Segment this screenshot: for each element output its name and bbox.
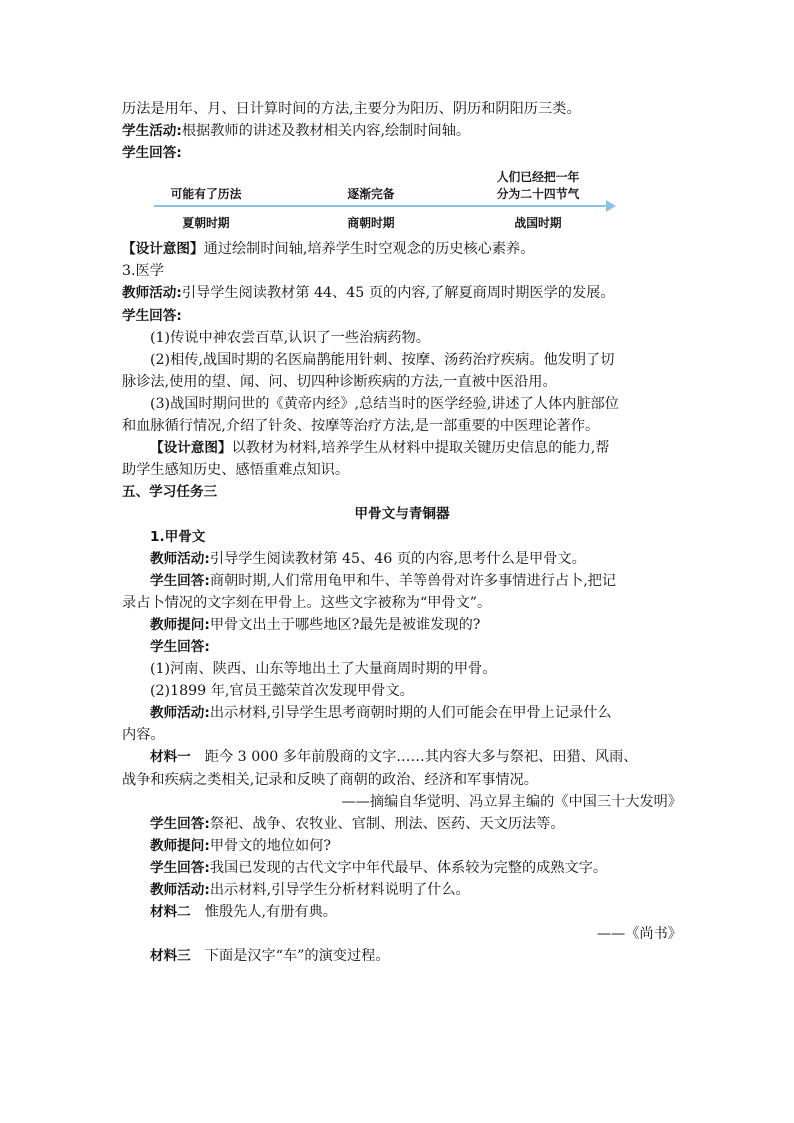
medicine-answer-2-line-2: 脉诊法,使用的望、闻、问、切四种诊断疾病的方法,一直被中医沿用。 [122, 373, 557, 390]
design-intent-text: 通过绘制时间轴,培养学生时空观念的历史核心素养。 [203, 241, 535, 258]
oracle-answer-1: (1)河南、陕西、山东等地出土了大量商周时期的甲骨。 [150, 661, 497, 678]
material-one-line-2: 战争和疾病之类相关,记录和反映了商朝的政治、经济和军事情况。 [122, 771, 538, 788]
timeline-event-zhanguo: 人们已经把一年 分为二十四节气 [496, 170, 580, 202]
timeline-event-shang: 逐渐完备 [347, 187, 395, 202]
teacher-question-text: 甲骨文的地位如何? [209, 837, 331, 854]
timeline-period-shang: 商朝时期 [347, 216, 395, 231]
oracle-student-answer-3 [122, 813, 682, 835]
medicine-heading: 3.医学 [122, 263, 164, 280]
student-answer-text: 祭祀、战争、农牧业、官制、刑法、医药、天文历法等。 [209, 815, 565, 832]
design-intent-label: 【设计意图】 [122, 241, 204, 258]
material-two-text: 惟殷先人,有册有典。 [204, 904, 337, 921]
oracle-teacher-activity-3 [122, 879, 682, 901]
teacher-activity-text: 引导学生阅读教材第 45、46 页的内容,思考什么是甲骨文。 [209, 550, 586, 567]
medicine-answer-2-line-1: (2)相传,战国时期的名医扁鹊能用针刺、按摩、汤药治疗疾病。他发明了切 [150, 351, 615, 368]
material-one-label: 材料一 [150, 749, 191, 766]
medicine-answer-3-line-1: (3)战国时期问世的《黄帝内经》,总结当时的医学经验,讲述了人体内脏部位 [150, 395, 619, 412]
student-answer-label-line [122, 142, 682, 164]
medicine-answer-3-line-2: 和血脉循行情况,介绍了针灸、按摩等治疗方法,是一部重要的中医理论著作。 [122, 418, 600, 435]
oracle-teacher-activity-2-line-2: 内容。 [122, 727, 165, 744]
timeline-axis [154, 205, 609, 207]
student-answer-text: 我国已发现的古代文字中年代最早、体系较为完整的成熟文字。 [209, 859, 608, 876]
calendar-timeline [122, 166, 682, 236]
teacher-question-text: 甲骨文出土于哪些地区?最先是被谁发现的? [209, 616, 481, 633]
teacher-question-label: 教师提问: [150, 616, 210, 633]
timeline-period-zhanguo: 战国时期 [514, 216, 562, 231]
oracle-answer-label-line [122, 636, 682, 658]
teacher-activity-label: 教师活动: [150, 882, 210, 898]
timeline-arrow-icon [606, 200, 616, 212]
student-activity-line [122, 120, 682, 142]
student-answer-label: 学生回答: [150, 572, 210, 589]
calendar-definition: 历法是用年、月、日计算时间的方法,主要分为阳历、阴历和阴阳历三类。 [122, 101, 581, 117]
oracle-student-answer-line-1 [122, 570, 682, 592]
student-answer-label: 学生回答: [150, 638, 210, 655]
timeline-period-xia: 夏朝时期 [182, 216, 230, 231]
oracle-student-answer-line-2: 录占卜情况的文字刻在甲骨上。这些文字被称为“甲骨文”。 [122, 594, 492, 611]
medicine-answer-label-line [122, 305, 682, 327]
teacher-activity-text: 出示材料,引导学生分析材料说明了什么。 [209, 882, 470, 898]
material-one-line-1 [122, 746, 682, 768]
design-intent-timeline [122, 238, 682, 260]
oracle-answer-2: (2)1899 年,官员王懿荣首次发现甲骨文。 [150, 683, 414, 700]
teacher-activity-label: 教师活动: [122, 285, 182, 302]
student-activity-label: 学生活动: [122, 123, 182, 140]
section-five-heading: 五、学习任务三 [122, 484, 218, 501]
oracle-teacher-activity-2-line-1 [122, 702, 682, 724]
medicine-design-intent-line-2: 助学生感知历史、感悟重难点知识。 [122, 462, 350, 479]
medicine-teacher-activity [122, 282, 682, 304]
teacher-activity-label: 教师活动: [150, 550, 210, 567]
medicine-answer-1: (1)传说中神农尝百草,认识了一些治病药物。 [150, 329, 430, 346]
teacher-activity-text: 引导学生阅读教材第 44、45 页的内容,了解夏商周时期医学的发展。 [181, 285, 615, 302]
design-intent-text: 以教材为材料,培养学生从材料中提取关键历史信息的能力,帮 [231, 440, 610, 457]
timeline-event-xia: 可能有了历法 [170, 187, 242, 202]
oracle-bone-heading: 1.甲骨文 [150, 528, 206, 545]
material-two-source: ——《尚书》 [596, 926, 682, 943]
student-answer-label: 学生回答: [122, 307, 182, 324]
material-one-source: ——摘编自华觉明、冯立昇主编的《中国三十大发明》 [341, 793, 682, 810]
document-page [122, 98, 682, 967]
material-two [122, 901, 682, 923]
oracle-teacher-question-1 [122, 614, 682, 636]
medicine-design-intent-line-1 [122, 437, 682, 459]
design-intent-label: 【设计意图】 [150, 440, 232, 457]
material-one-text: 距今 3 000 多年前殷商的文字……其内容大多与祭祀、田猎、风雨、 [204, 749, 638, 766]
material-three [122, 945, 682, 967]
section-five-title: 甲骨文与青铜器 [354, 506, 450, 523]
oracle-student-answer-4 [122, 857, 682, 879]
student-activity-text: 根据教师的讲述及教材相关内容,绘制时间轴。 [181, 123, 471, 140]
teacher-activity-text: 出示材料,引导学生思考商朝时期的人们可能会在甲骨上记录什么 [209, 705, 612, 722]
student-answer-label: 学生回答: [150, 859, 210, 876]
teacher-activity-label: 教师活动: [150, 705, 210, 722]
material-two-label: 材料二 [150, 904, 191, 921]
material-three-text: 下面是汉字“车”的演变过程。 [204, 948, 390, 965]
oracle-teacher-question-2 [122, 835, 682, 857]
student-answer-label: 学生回答: [150, 815, 210, 832]
oracle-teacher-activity [122, 548, 682, 570]
teacher-question-label: 教师提问: [150, 837, 210, 854]
material-three-label: 材料三 [150, 948, 191, 965]
student-answer-text: 商朝时期,人们常用龟甲和牛、羊等兽骨对许多事情进行占卜,把记 [209, 572, 617, 589]
student-answer-label: 学生回答: [122, 145, 182, 162]
